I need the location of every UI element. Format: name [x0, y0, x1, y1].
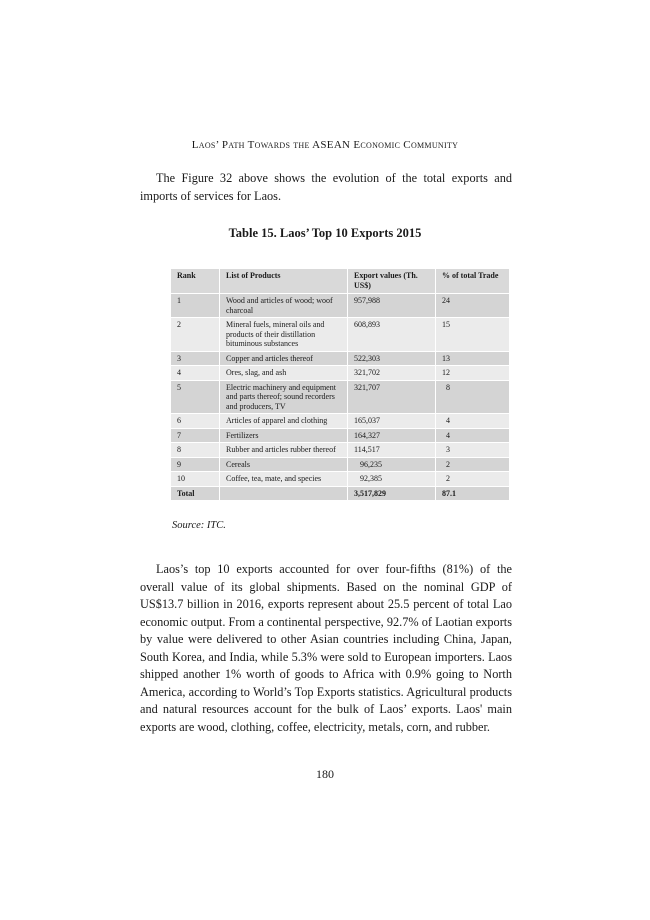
table-header-row	[171, 269, 510, 294]
total-export-value: 3,517,829	[348, 486, 436, 501]
total-empty-cell	[220, 486, 348, 501]
cell-product: Coffee, tea, mate, and species	[220, 472, 348, 487]
cell-rank: 3	[171, 351, 220, 366]
cell-rank: 8	[171, 443, 220, 458]
cell-export-value: 321,707	[348, 380, 436, 414]
cell-product: Wood and articles of wood; woof charcoal	[220, 294, 348, 318]
table-row	[171, 428, 510, 443]
cell-rank: 4	[171, 366, 220, 381]
cell-export-value: 957,988	[348, 294, 436, 318]
cell-rank: 7	[171, 428, 220, 443]
body-paragraph: Laos’s top 10 exports accounted for over four-fifths (81%) of the overall value of its global shipments. Based on the nominal GDP of US$13.7 billion in 2016, exports represent about 25.5 percent of total Lao economic output. From a continental perspective, 92.7% of Laotian exports by value were delivered to other Asian countries including China, Japan, South Korea, and India, while 5.3% were sold to European importers. Laos shipped another 1% worth of goods to Africa with 0.9% going to North America, according to World’s Top Exports statistics. Agricultural products and natural resources account for the bulk of Laos’ exports. Laos' main exports are wood, clothing, coffee, electricity, metals, corn, and rubber.	[140, 562, 512, 734]
total-label: Total	[171, 486, 220, 501]
cell-export-value: 321,702	[348, 366, 436, 381]
table-title: Table 15. Laos’ Top 10 Exports 2015	[228, 226, 422, 240]
cell-product: Cereals	[220, 457, 348, 472]
table-row	[171, 457, 510, 472]
cell-product: Ores, slag, and ash	[220, 366, 348, 381]
header-export-values: Export values (Th. US$)	[348, 269, 436, 294]
header-rank: Rank	[171, 269, 220, 294]
cell-percent: 13	[436, 351, 510, 366]
table-row	[171, 318, 510, 352]
cell-product: Electric machinery and equipment and parts thereof; sound recorders and producers, TV	[220, 380, 348, 414]
cell-product: Articles of apparel and clothing	[220, 414, 348, 429]
cell-percent: 2	[436, 457, 510, 472]
cell-percent: 8	[436, 380, 510, 414]
running-head: Laos’ Path Towards the ASEAN Economic Community	[191, 139, 459, 151]
table-row	[171, 366, 510, 381]
header-percent-trade: % of total Trade	[436, 269, 510, 294]
cell-rank: 5	[171, 380, 220, 414]
table-source: Source: ITC.	[172, 520, 226, 531]
cell-export-value: 92,385	[348, 472, 436, 487]
table-row	[171, 351, 510, 366]
cell-percent: 12	[436, 366, 510, 381]
table-row	[171, 380, 510, 414]
cell-export-value: 114,517	[348, 443, 436, 458]
total-percent: 87.1	[436, 486, 510, 501]
cell-rank: 1	[171, 294, 220, 318]
cell-export-value: 96,235	[348, 457, 436, 472]
cell-rank: 10	[171, 472, 220, 487]
table-row	[171, 443, 510, 458]
cell-rank: 6	[171, 414, 220, 429]
cell-percent: 3	[436, 443, 510, 458]
cell-percent: 4	[436, 428, 510, 443]
cell-percent: 2	[436, 472, 510, 487]
cell-export-value: 608,893	[348, 318, 436, 352]
table-row	[171, 472, 510, 487]
cell-percent: 24	[436, 294, 510, 318]
table-row	[171, 294, 510, 318]
cell-percent: 4	[436, 414, 510, 429]
cell-export-value: 522,303	[348, 351, 436, 366]
table-total-row	[171, 486, 510, 501]
header-products: List of Products	[220, 269, 348, 294]
cell-product: Copper and articles thereof	[220, 351, 348, 366]
cell-export-value: 165,037	[348, 414, 436, 429]
page-number: 180	[316, 767, 334, 781]
cell-product: Mineral fuels, mineral oils and products of their distillation bituminous substances	[220, 318, 348, 352]
cell-rank: 2	[171, 318, 220, 352]
table-row	[171, 414, 510, 429]
cell-product: Rubber and articles rubber thereof	[220, 443, 348, 458]
cell-rank: 9	[171, 457, 220, 472]
cell-export-value: 164,327	[348, 428, 436, 443]
cell-percent: 15	[436, 318, 510, 352]
intro-paragraph: The Figure 32 above shows the evolution of the total exports and imports of services for Laos.	[140, 171, 512, 203]
cell-product: Fertilizers	[220, 428, 348, 443]
exports-table	[170, 268, 510, 501]
